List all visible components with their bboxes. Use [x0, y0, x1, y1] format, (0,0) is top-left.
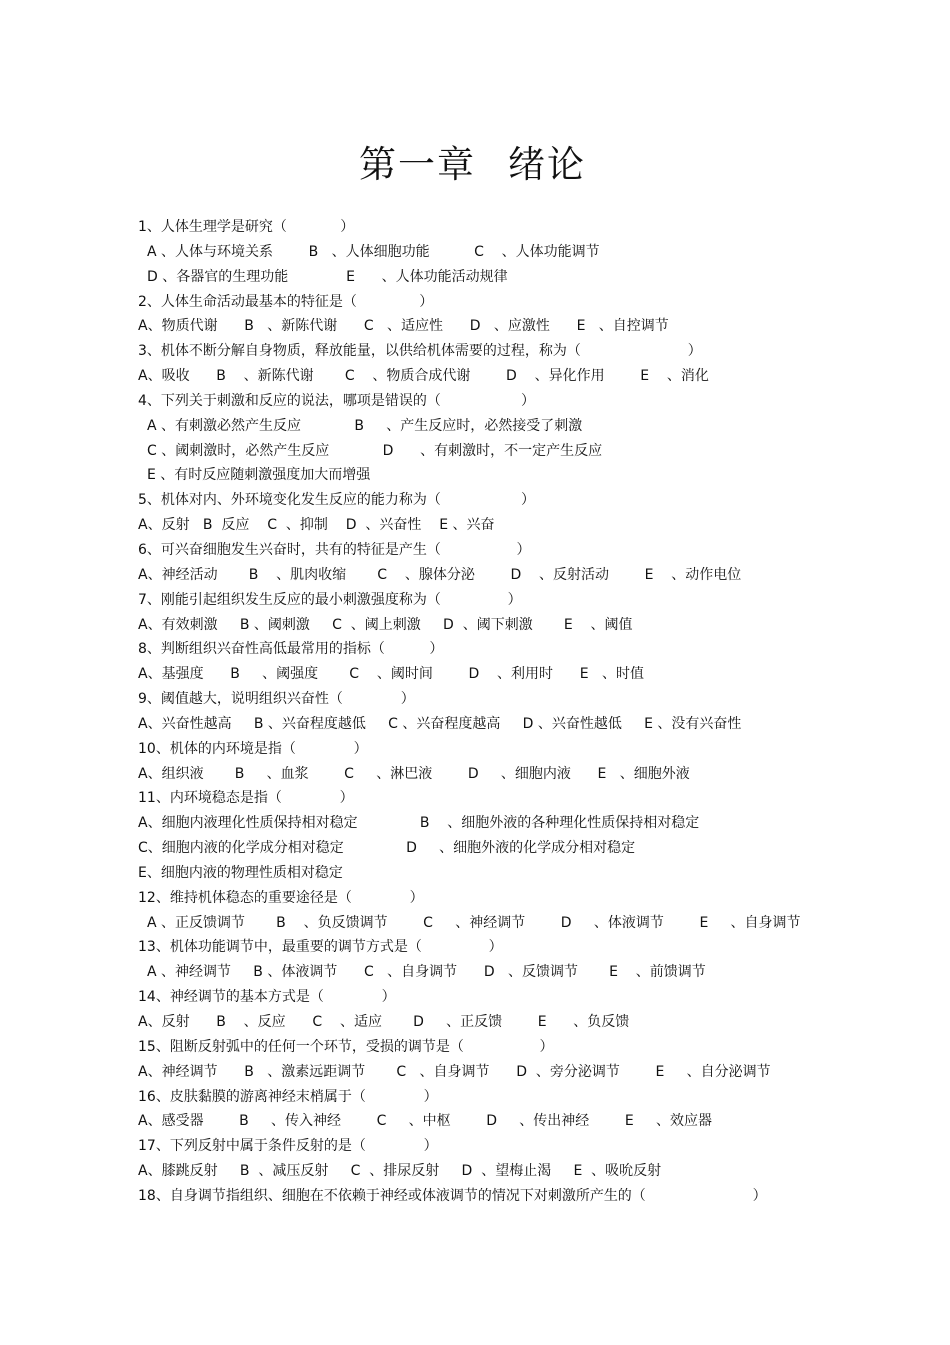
question-stem: 12、维持机体稳态的重要途径是（ ）: [138, 889, 424, 906]
question-stem: 14、神经调节的基本方式是（ ）: [138, 989, 396, 1006]
answer-options: A、基强度 B 、阈强度 C 、阈时间 D 、利用时 E 、时值: [138, 666, 644, 683]
question-stem: 15、阻断反射弧中的任何一个环节，受损的调节是（ ）: [138, 1038, 554, 1055]
answer-options: A、神经活动 B 、肌肉收缩 C 、腺体分泌 D 、反射活动 E 、动作电位: [138, 566, 742, 583]
question-stem: 11、内环境稳态是指（ ）: [138, 790, 354, 807]
answer-options: A、有效刺激 B 、阈刺激 C 、阈上刺激 D 、阈下刺激 E 、阈值: [138, 616, 633, 633]
answer-options: A、细胞内液理化性质保持相对稳定 B 、细胞外液的各种理化性质保持相对稳定: [138, 815, 700, 832]
answer-options: A、组织液 B 、血浆 C 、淋巴液 D 、细胞内液 E 、细胞外液: [138, 765, 690, 782]
answer-options: A 、人体与环境关系 B 、人体细胞功能 C 、人体功能调节: [147, 243, 600, 260]
question-stem: 8、判断组织兴奋性高低最常用的指标（ ）: [138, 641, 444, 658]
answer-options: A、感受器 B 、传入神经 C 、中枢 D 、传出神经 E 、效应器: [138, 1113, 712, 1130]
chapter-number: 第一章: [359, 143, 476, 186]
answer-options: A、神经调节 B 、激素远距调节 C 、自身调节 D 、旁分泌调节 E 、自分泌调节: [138, 1063, 771, 1080]
question-list: [138, 215, 928, 1209]
question-stem: 9、阈值越大，说明组织兴奋性（ ）: [138, 691, 415, 708]
question-stem: 1、人体生理学是研究（ ）: [138, 219, 355, 235]
answer-options: A、吸收 B 、新陈代谢 C 、物质合成代谢 D 、异化作用 E 、消化: [138, 368, 709, 385]
answer-options: A、反射 B 、反应 C 、适应 D 、正反馈 E 、负反馈: [138, 1014, 630, 1030]
answer-options: E、细胞内液的物理性质相对稳定: [138, 864, 343, 881]
question-stem: 17、下列反射中属于条件反射的是（ ）: [138, 1138, 438, 1155]
chapter-name: 绪论: [508, 143, 586, 186]
question-stem: 16、皮肤黏膜的游离神经末梢属于（ ）: [138, 1088, 438, 1105]
question-stem: 7、刚能引起组织发生反应的最小刺激强度称为（ ）: [138, 591, 522, 608]
answer-options: A 、正反馈调节 B 、负反馈调节 C 、神经调节 D 、体液调节 E 、自身调节: [147, 914, 801, 931]
answer-options: A 、有刺激必然产生反应 B 、产生反应时，必然接受了刺激: [147, 417, 583, 434]
answer-options: C、细胞内液的化学成分相对稳定 D 、细胞外液的化学成分相对稳定: [138, 840, 636, 857]
question-stem: 2、人体生命活动最基本的特征是（ ）: [138, 293, 434, 310]
question-stem: 5、机体对内、外环境变化发生反应的能力称为（ ）: [138, 492, 536, 509]
answer-options: C 、阈刺激时，必然产生反应 D 、有刺激时，不一定产生反应: [147, 442, 603, 459]
question-stem: 6、可兴奋细胞发生兴奋时，共有的特征是产生（ ）: [138, 541, 531, 558]
answer-options: A、物质代谢 B 、新陈代谢 C 、适应性 D 、应激性 E 、自控调节: [138, 318, 669, 335]
question-stem: 13、机体功能调节中，最重要的调节方式是（ ）: [138, 939, 503, 956]
question-stem: 10、机体的内环境是指（ ）: [138, 740, 368, 757]
question-stem: 3、机体不断分解自身物质，释放能量，以供给机体需要的过程，称为（ ）: [138, 343, 702, 360]
answer-options: A、反射 B 反应 C 、抑制 D 、兴奋性 E 、兴奋: [138, 517, 495, 534]
question-stem: 18、自身调节指组织、细胞在不依赖于神经或体液调节的情况下对刺激所产生的（ ）: [138, 1187, 767, 1204]
answer-options: A、兴奋性越高 B 、兴奋程度越低 C 、兴奋程度越高 D 、兴奋性越低 E 、没有兴奋性: [138, 715, 742, 732]
answer-options: A、膝跳反射 B 、减压反射 C 、排尿反射 D 、望梅止渴 E 、吸吮反射: [138, 1163, 662, 1180]
answer-options: D 、各器官的生理功能 E 、人体功能活动规律: [147, 268, 508, 285]
answer-options: E 、有时反应随刺激强度加大而增强: [147, 467, 371, 484]
page-title: [0, 134, 945, 188]
question-stem: 4、下列关于刺激和反应的说法，哪项是错误的（ ）: [138, 392, 536, 409]
answer-options: A 、神经调节 B 、体液调节 C 、自身调节 D 、反馈调节 E 、前馈调节: [147, 964, 706, 981]
